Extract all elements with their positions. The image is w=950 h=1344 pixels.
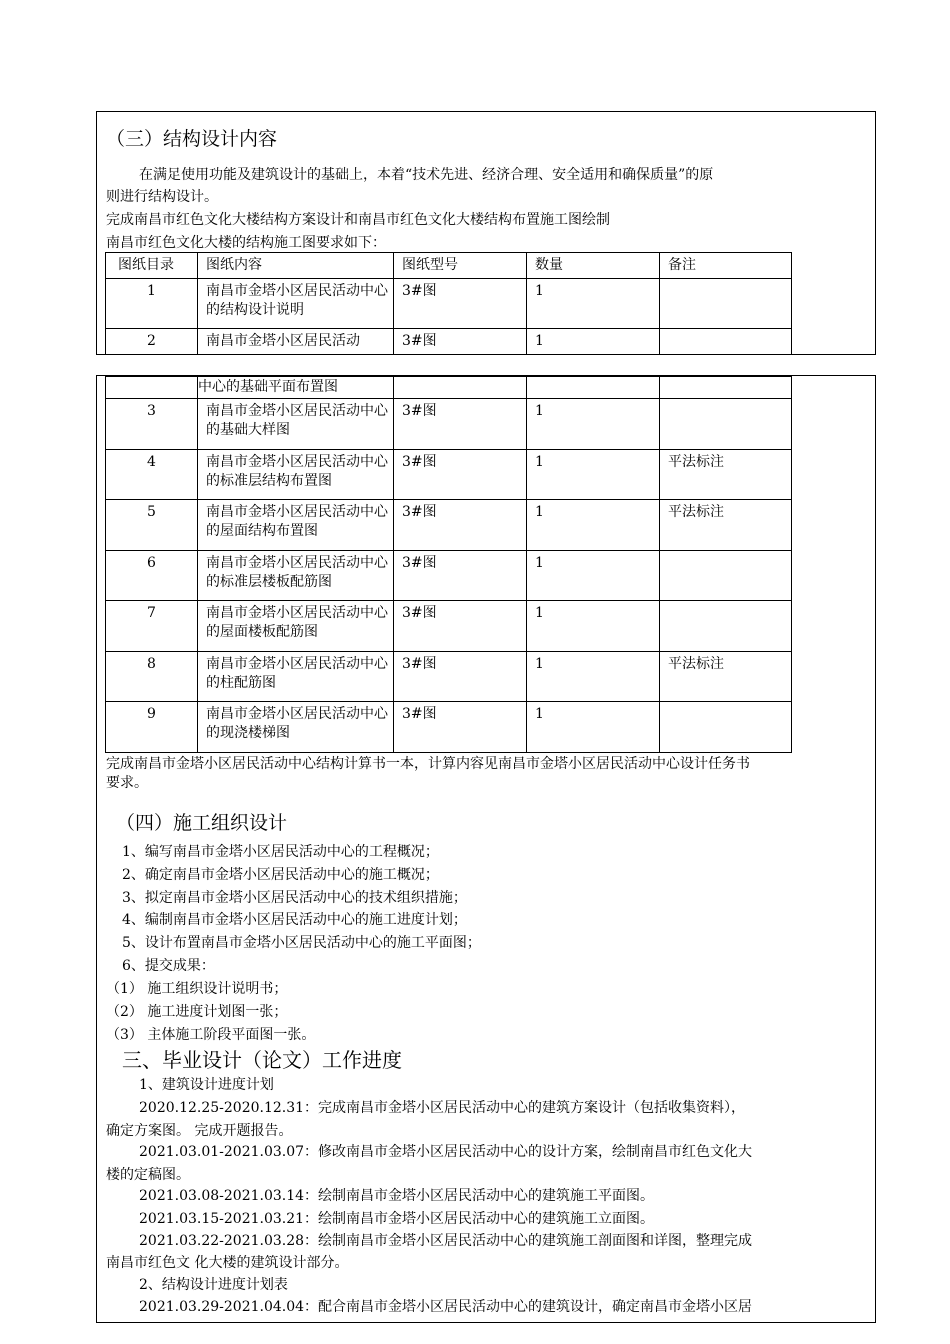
section4-item: 4、编制南昌市金塔小区居民活动中心的施工进度计划； bbox=[122, 912, 467, 928]
table-cell-size: 3#图 bbox=[394, 551, 527, 601]
schedule-line: 确定方案图。 完成开题报告。 bbox=[106, 1123, 293, 1139]
table-cell-no: 6 bbox=[106, 551, 198, 601]
table-cell-no: 9 bbox=[106, 702, 198, 753]
table-row bbox=[106, 702, 792, 753]
section3-para1-line2: 则进行结构设计。 bbox=[106, 189, 218, 205]
table-cell-qty: 1 bbox=[527, 702, 660, 753]
schedule-line: 2021.03.22-2021.03.28：绘制南昌市金塔小区居民活动中心的建筑施工剖面图和详图，整理完成 bbox=[139, 1233, 753, 1249]
schedule-line: 楼的定稿图。 bbox=[106, 1167, 190, 1183]
deliverable-item: （2） 施工进度计划图一张； bbox=[106, 1004, 288, 1020]
calc-note-line2: 要求。 bbox=[106, 775, 148, 791]
table-cell-no: 8 bbox=[106, 652, 198, 702]
table-cell-qty: 1 bbox=[527, 329, 660, 355]
table-cell-note bbox=[660, 551, 792, 601]
schedule-line: 2021.03.08-2021.03.14：绘制南昌市金塔小区居民活动中心的建筑施工平面图。 bbox=[139, 1188, 655, 1204]
table-cell-content: 南昌市金塔小区居民活动中心的柱配筋图 bbox=[198, 652, 394, 702]
section4-item: 1、编写南昌市金塔小区居民活动中心的工程概况； bbox=[122, 844, 439, 860]
table-cell-content: 南昌市金塔小区居民活动中心的标准层结构布置图 bbox=[198, 450, 394, 500]
table-row bbox=[106, 279, 792, 329]
table-cell-note bbox=[660, 601, 792, 652]
section4-heading: （四）施工组织设计 bbox=[116, 812, 288, 834]
table-cell-qty: 1 bbox=[527, 450, 660, 500]
table-cell-note bbox=[660, 329, 792, 355]
section4-item: 5、设计布置南昌市金塔小区居民活动中心的施工平面图； bbox=[122, 935, 481, 951]
table-cell-size: 3#图 bbox=[394, 500, 527, 551]
table-row bbox=[106, 601, 792, 652]
table-cell-content: 南昌市金塔小区居民活动 bbox=[198, 329, 394, 355]
deliverable-item: （3） 主体施工阶段平面图一张。 bbox=[106, 1027, 316, 1043]
table-cell-size: 3#图 bbox=[394, 279, 527, 329]
section3-para3: 南昌市红色文化大楼的结构施工图要求如下： bbox=[106, 235, 386, 251]
table-cell-size: 3#图 bbox=[394, 329, 527, 355]
drawings-table-part2 bbox=[105, 376, 792, 753]
table-cell-note: 平法标注 bbox=[660, 652, 792, 702]
table-cell-no: 7 bbox=[106, 601, 198, 652]
table-cell-no: 2 bbox=[106, 329, 198, 355]
table-row bbox=[106, 450, 792, 500]
table-cell-no bbox=[106, 377, 198, 399]
table-cell-note: 平法标注 bbox=[660, 500, 792, 551]
table-cell-content: 中心的基础平面布置图 bbox=[198, 377, 394, 399]
table-cell-no: 3 bbox=[106, 399, 198, 450]
drawings-table-part1 bbox=[105, 252, 792, 355]
schedule-line: 2021.03.29-2021.04.04：配合南昌市金塔小区居民活动中心的建筑设计，确定南昌市金塔小区居 bbox=[139, 1299, 753, 1315]
table-cell-content: 南昌市金塔小区居民活动中心的基础大样图 bbox=[198, 399, 394, 450]
table-cell-size: 3#图 bbox=[394, 702, 527, 753]
table-cell-qty: 1 bbox=[527, 399, 660, 450]
schedule-line: 2020.12.25-2020.12.31：完成南昌市金塔小区居民活动中心的建筑方案设计（包括收集资料）， bbox=[139, 1100, 746, 1116]
section4-item: 2、确定南昌市金塔小区居民活动中心的施工概况； bbox=[122, 867, 439, 883]
table-cell-qty: 1 bbox=[527, 601, 660, 652]
table-row bbox=[106, 652, 792, 702]
table-cell-content: 南昌市金塔小区居民活动中心的屋面结构布置图 bbox=[198, 500, 394, 551]
table-header-cell: 图纸目录 bbox=[106, 253, 198, 279]
table-row-continued bbox=[106, 377, 792, 399]
table-cell-content: 南昌市金塔小区居民活动中心的屋面楼板配筋图 bbox=[198, 601, 394, 652]
section3-heading: （三）结构设计内容 bbox=[106, 128, 278, 150]
table-header-cell: 图纸型号 bbox=[394, 253, 527, 279]
table-cell-no: 5 bbox=[106, 500, 198, 551]
table-cell-content: 南昌市金塔小区居民活动中心的标准层楼板配筋图 bbox=[198, 551, 394, 601]
table-cell-qty: 1 bbox=[527, 279, 660, 329]
table-cell-note bbox=[660, 399, 792, 450]
table-cell-content: 南昌市金塔小区居民活动中心的结构设计说明 bbox=[198, 279, 394, 329]
section3-para1-line1: 在满足使用功能及建筑设计的基础上，本着“技术先进、经济合理、安全适用和确保质量”的原 bbox=[139, 167, 714, 183]
table-cell-size: 3#图 bbox=[394, 450, 527, 500]
table-cell-note: 平法标注 bbox=[660, 450, 792, 500]
schedule-subheading: 1、建筑设计进度计划 bbox=[139, 1077, 274, 1093]
section4-item: 6、提交成果： bbox=[122, 958, 215, 974]
table-cell-size: 3#图 bbox=[394, 399, 527, 450]
table-cell-size: 3#图 bbox=[394, 601, 527, 652]
table-cell-qty: 1 bbox=[527, 652, 660, 702]
table-header-cell: 备注 bbox=[660, 253, 792, 279]
table-cell-no: 1 bbox=[106, 279, 198, 329]
table-header-row bbox=[106, 253, 792, 279]
table-cell-content: 南昌市金塔小区居民活动中心的现浇楼梯图 bbox=[198, 702, 394, 753]
table-cell-note bbox=[660, 377, 792, 399]
deliverable-item: （1） 施工组织设计说明书； bbox=[106, 981, 288, 997]
schedule-line: 2021.03.15-2021.03.21：绘制南昌市金塔小区居民活动中心的建筑施工立面图。 bbox=[139, 1211, 655, 1227]
table-cell-no: 4 bbox=[106, 450, 198, 500]
section3-para2: 完成南昌市红色文化大楼结构方案设计和南昌市红色文化大楼结构布置施工图绘制 bbox=[106, 212, 610, 228]
table-cell-qty: 1 bbox=[527, 551, 660, 601]
table-row bbox=[106, 500, 792, 551]
table-cell-qty bbox=[527, 377, 660, 399]
table-cell-note bbox=[660, 702, 792, 753]
calc-note-line1: 完成南昌市金塔小区居民活动中心结构计算书一本，计算内容见南昌市金塔小区居民活动中心设计任务书 bbox=[106, 756, 750, 772]
table-row bbox=[106, 399, 792, 450]
table-cell-qty: 1 bbox=[527, 500, 660, 551]
schedule-line: 南昌市红色文 化大楼的建筑设计部分。 bbox=[106, 1255, 349, 1271]
table-header-cell: 数量 bbox=[527, 253, 660, 279]
table-cell-note bbox=[660, 279, 792, 329]
schedule-line: 2021.03.01-2021.03.07：修改南昌市金塔小区居民活动中心的设计方案，绘制南昌市红色文化大 bbox=[139, 1144, 753, 1160]
part3-heading: 三、毕业设计（论文）工作进度 bbox=[122, 1048, 402, 1072]
schedule-subheading: 2、结构设计进度计划表 bbox=[139, 1277, 288, 1293]
table-row bbox=[106, 551, 792, 601]
section4-item: 3、拟定南昌市金塔小区居民活动中心的技术组织措施； bbox=[122, 890, 467, 906]
table-cell-size bbox=[394, 377, 527, 399]
table-cell-size: 3#图 bbox=[394, 652, 527, 702]
table-header-cell: 图纸内容 bbox=[198, 253, 394, 279]
table-row bbox=[106, 329, 792, 355]
